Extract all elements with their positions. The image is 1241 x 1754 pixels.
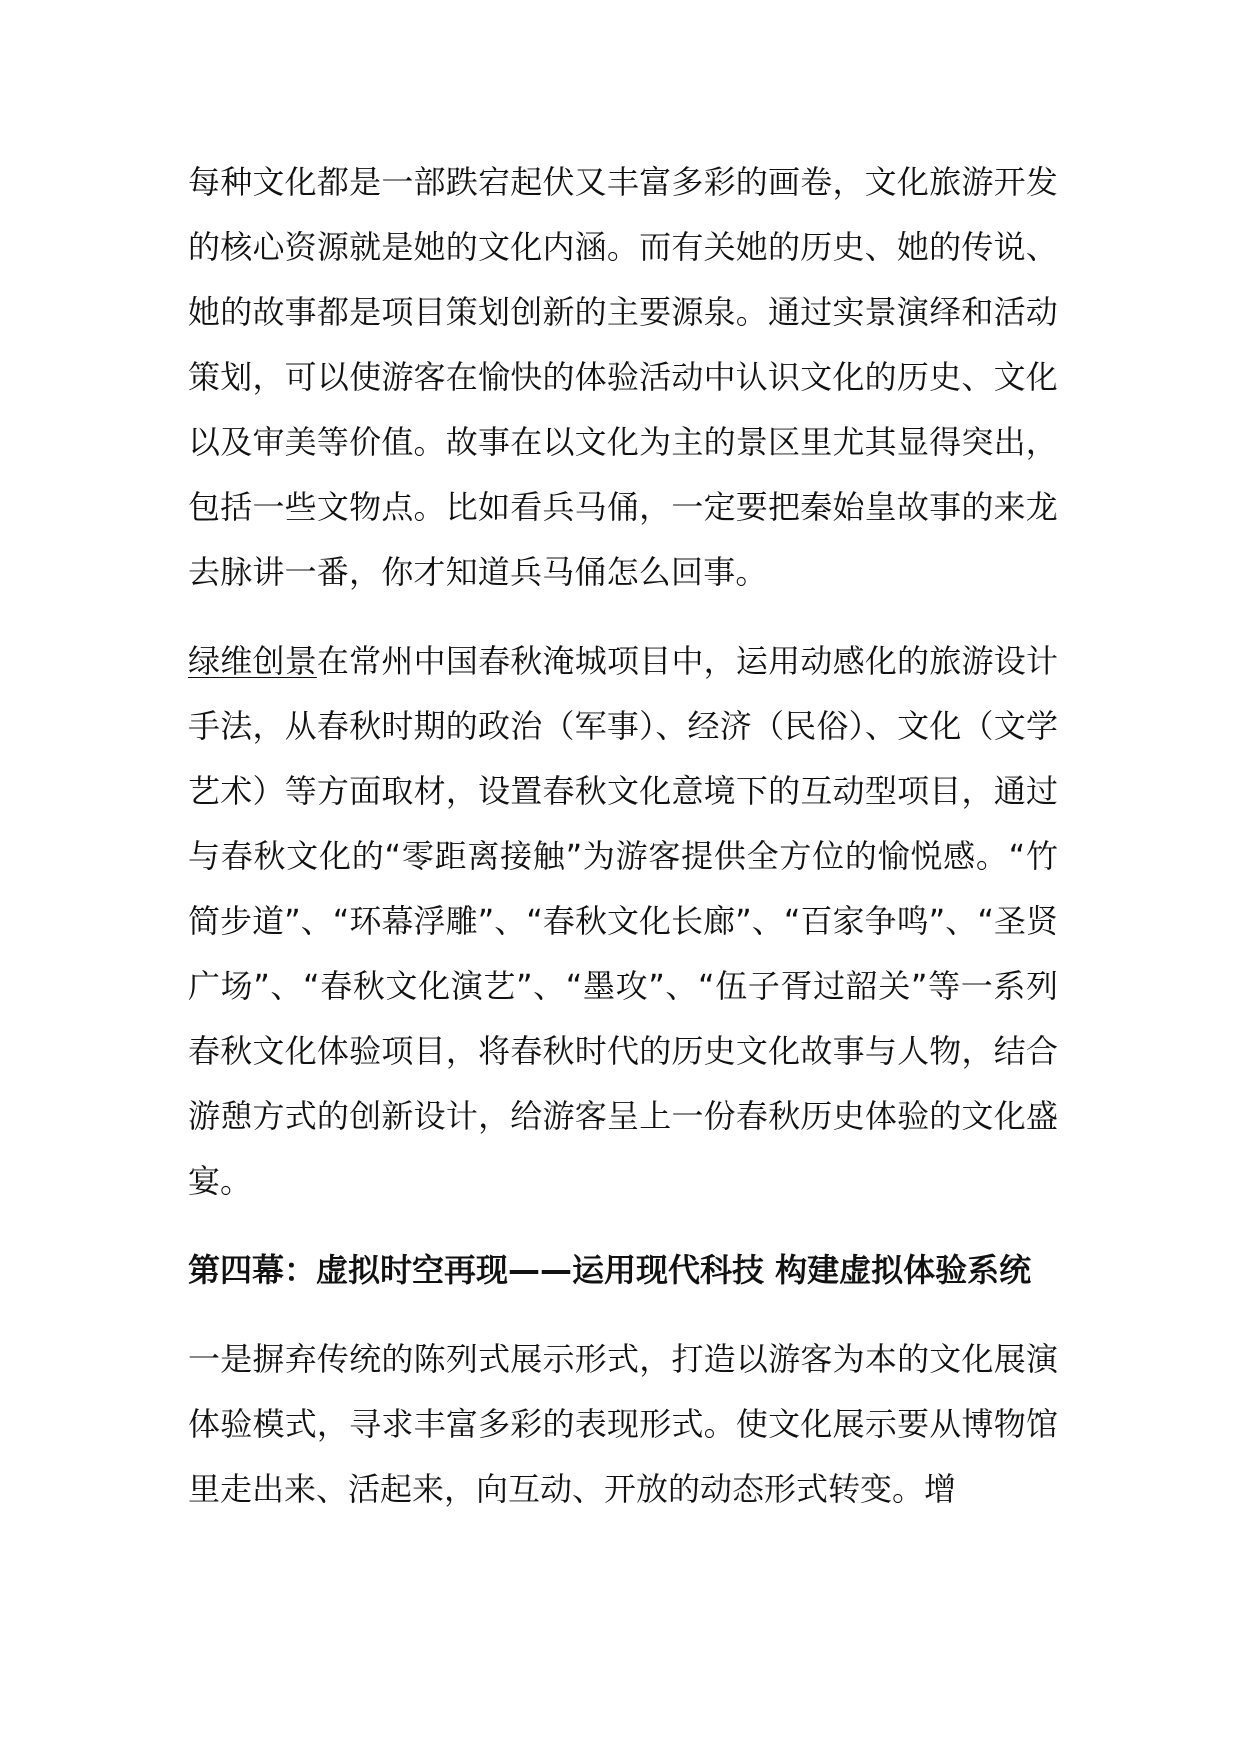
section-heading: 第四幕：虚拟时空再现——运用现代科技 构建虚拟体验系统	[188, 1251, 1032, 1289]
paragraph-text: 在常州中国春秋淹城项目中，运用动感化的旅游设计手法，从春秋时期的政治（军事）、经济（民俗）、文化（文学艺术）等方面取材，设置春秋文化意境下的互动型项目，通过与春秋文化的“零距离接触”为游客提供全方位的愉悦感。“竹简步道”、“环幕浮雕”、“春秋文化长廊”、“百家争鸣”、“圣贤广场”、“春秋文化演艺”、“墨攻”、“伍子胥过韶关”等一系列春秋文化体验项目，将春秋时代的历史文化故事与人物，结合游憩方式的创新设计，给游客呈上一份春秋历史体验的文化盛宴。	[188, 642, 1058, 1200]
paragraph-yancheng-project	[188, 629, 1058, 1214]
document-body	[188, 150, 1058, 1522]
paragraph-culture-resources	[188, 150, 1058, 605]
paragraph-text: 每种文化都是一部跌宕起伏又丰富多彩的画卷，文化旅游开发的核心资源就是她的文化内涵。而有关她的历史、她的传说、她的故事都是项目策划创新的主要源泉。通过实景演绎和活动策划，可以使游客在愉快的体验活动中认识文化的历史、文化以及审美等价值。故事在以文化为主的景区里尤其显得突出，包括一些文物点。比如看兵马俑，一定要把秦始皇故事的来龙去脉讲一番，你才知道兵马俑怎么回事。	[188, 163, 1058, 591]
company-link[interactable]: 绿维创景	[188, 642, 317, 680]
paragraph-exhibition	[188, 1327, 1058, 1522]
paragraph-text: 一是摒弃传统的陈列式展示形式，打造以游客为本的文化展演体验模式，寻求丰富多彩的表现形式。使文化展示要从博物馆里走出来、活起来，向互动、开放的动态形式转变。增	[188, 1340, 1058, 1508]
